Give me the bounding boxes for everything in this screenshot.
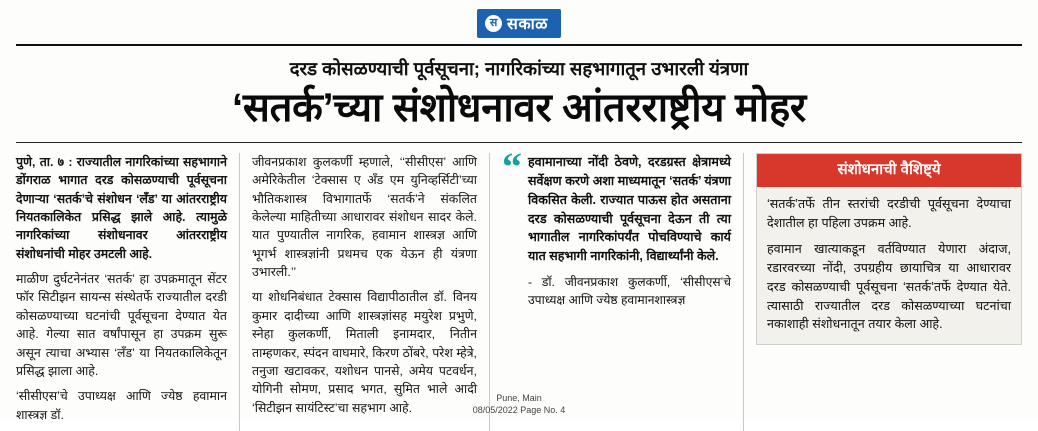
masthead bbox=[0, 0, 1038, 44]
publication-name: सकाळ bbox=[507, 16, 548, 33]
pull-quote-text: हवामानाच्या नोंदी ठेवणे, दरडग्रस्त क्षेत्रामध्ये सर्वेक्षण करणे अशा माध्यमातून ‘सतर्क’ यंत्रणा विकसित केली. राज्यात पाऊस होत असताना दरड कोसळण्याची पूर्वसूचना देऊन ती त्या भागातील नागरिकांपर्यंत पोचविण्याचे कार्य यात सहभागी नागरिकांनी, विद्यार्थ्यांनी केले. bbox=[528, 154, 731, 264]
article-columns bbox=[0, 143, 1038, 431]
paragraph: पुणे, ता. ७ : राज्यातील नागरिकांच्या सहभागाने डोंगराळ भागात दरड कोसळण्याची पूर्वसूचना देणाऱ्या ‘सतर्क’चे संशोधन ‘लँड’ या आंतरराष्ट्रीय नियतकालिकेत प्रसिद्ध झाले आहे. त्यामुळे नागरिकांच्या संशोधनावर आंतरराष्ट्रीय संशोधनांची मोहर उमटली आहे. bbox=[16, 154, 227, 261]
pull-quote-attribution: - डॉ. जीवनप्रकाश कुलकर्णी, ‘सीसीएस’चे उपाध्यक्ष आणि ज्येष्ठ हवामानशास्त्रज्ञ bbox=[528, 275, 731, 307]
paragraph: ‘सीसीएस’चे उपाध्यक्ष आणि ज्येष्ठ हवामान शास्त्रज्ञ डॉ. bbox=[16, 389, 227, 422]
paragraph: ‘सतर्क’तर्फे तीन स्तरांची दरडीची पूर्वसूचना देण्याचा देशातील हा पहिला उपक्रम आहे. bbox=[767, 197, 1011, 230]
footer-edition: Pune, Main bbox=[496, 392, 542, 403]
main-headline: ‘सतर्क’च्या संशोधनावर आंतरराष्ट्रीय मोहर bbox=[232, 86, 806, 131]
footer-date-page: 08/05/2022 Page No. 4 bbox=[472, 404, 566, 415]
pull-quote bbox=[502, 143, 731, 310]
article-column-1 bbox=[16, 153, 240, 431]
kicker-headline: दरड कोसळण्याची पूर्वसूचना; नागरिकांच्या सहभागातून उभारली यंत्रणा bbox=[289, 58, 749, 79]
sun-logo-icon: स bbox=[485, 15, 502, 32]
paragraph: माळीण दुर्घटनेनंतर ‘सतर्क’ हा उपक्रमातून सेंटर फॉर सिटीझन सायन्स संस्थेतर्फे राज्यातील दरडी कोसळण्याच्या घटनांची पूर्वसूचना देण्यात येत आहे. गेल्या सात वर्षांपासून हा उपक्रम सुरू असून त्याचा अभ्यास ‘लँड’ या नियतकालिकेतून प्रसिद्ध झाला आहे. bbox=[16, 272, 227, 378]
features-box-body bbox=[757, 187, 1021, 344]
page-footer bbox=[0, 392, 1038, 416]
features-box-heading: संशोधनाची वैशिष्ट्ये bbox=[757, 154, 1021, 187]
article-column-3 bbox=[490, 143, 744, 431]
article-column-4 bbox=[744, 153, 1022, 431]
publication-logo bbox=[477, 9, 561, 38]
quote-mark-icon: “ bbox=[502, 143, 522, 189]
paragraph: या शोधनिबंधात टेक्सास विद्यापीठातील डॉ. विनय कुमार दादीच्या आणि शास्त्रज्ञांसह मयुरेश प्रभुणे, स्नेहा कुलकर्णी, मिताली इनामदार, नितीन ताम्हणकर, स्पंदन वाघमारे, किरण ठोंबरे, परेश म्हेत्रे, तनुजा खटावकर, यशोधन पानसे, अमेय पटवर्धन, योगिनी सोमण, प्रसाद भगत, सुमित भाले आदी ‘सिटीझन सायंटिस्ट’चा सहभाग आहे. bbox=[252, 290, 477, 415]
article-column-2 bbox=[240, 153, 490, 431]
features-box bbox=[756, 153, 1022, 345]
paragraph: जीवनप्रकाश कुलकर्णी म्हणाले, ‘‘सीसीएस’ आणि अमेरिकेतील ‘टेक्सास ए अँड एम युनिव्हर्सिटी’च्या भौतिकशास्त्र विभागातर्फे ‘सतर्क’ने संकलित केलेल्या माहितीच्या आधारावर संशोधन सादर केले. यात पुण्यातील नागरिक, हवामान शास्त्रज्ञ आणि भूगर्भ शास्त्रज्ञांनी प्रथमच एक येऊन ही यंत्रणा उभारली.’’ bbox=[252, 154, 477, 280]
paragraph: हवामान खात्याकडून वर्तविण्यात येणारा अंदाज, रडारवरच्या नोंदी, उपग्रहीय छायाचित्र या आधारावर दरड कोसळण्याची पूर्वसूचना ‘सतर्क’तर्फे देण्यात येते. त्यासाठी राज्यातील दरड कोसळण्याच्या घटनांचा नकाशाही संशोधनातून तयार केला आहे. bbox=[767, 241, 1011, 332]
